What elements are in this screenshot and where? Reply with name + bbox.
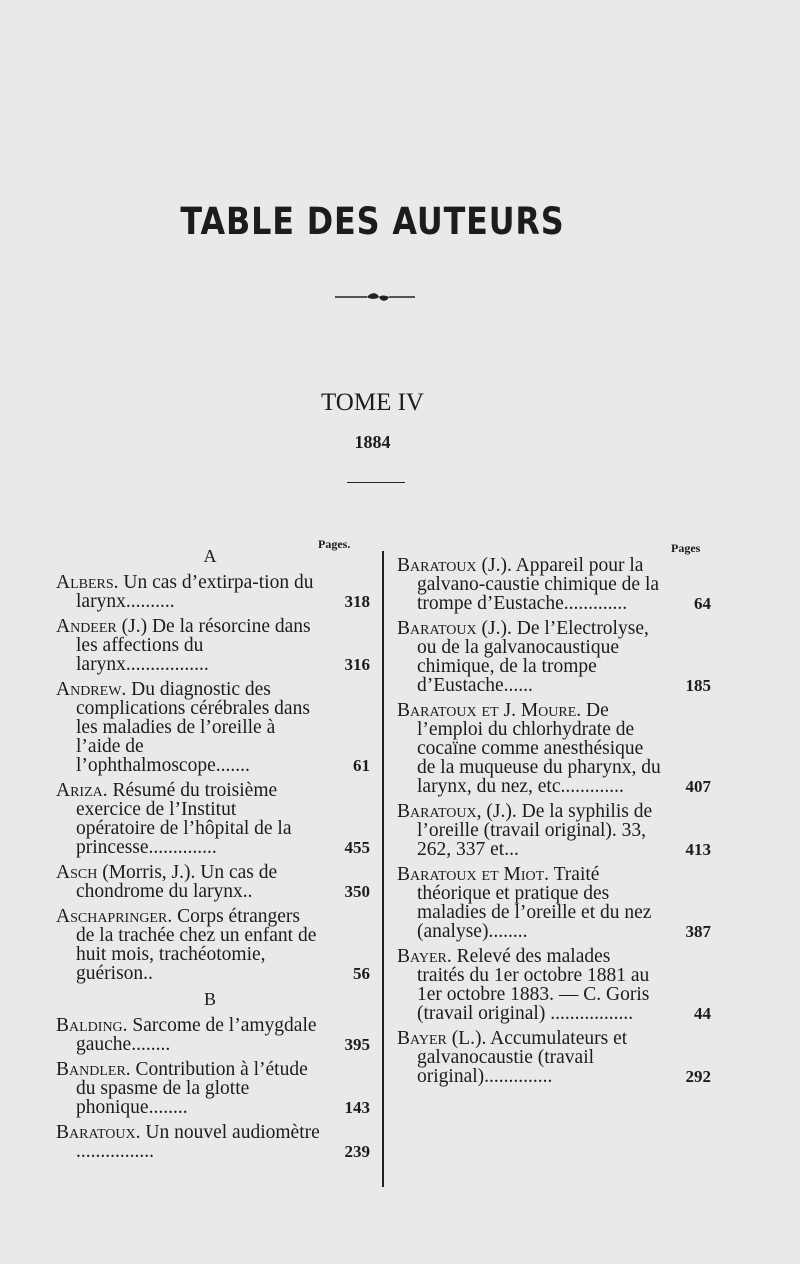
index-entry: [56, 1123, 372, 1161]
entry-text: Un nouvel audiomètre ................: [76, 1122, 320, 1162]
entry-page: 318: [344, 592, 370, 611]
entry-author: Bayer.: [397, 946, 452, 967]
index-entry: [56, 573, 372, 611]
pages-header-left: Pages.: [318, 537, 351, 551]
entry-text: De l’emploi du chlorhydrate de cocaïne comme anesthésique de la muqueuse du pharynx, du larynx, du nez, etc.............: [417, 700, 661, 797]
right-column: [397, 556, 713, 1092]
index-entry: [56, 617, 372, 674]
index-entry: [397, 947, 713, 1023]
entry-text: Sarcome de l’amygdale gauche........: [76, 1015, 317, 1055]
entry-text: Relevé des malades traités du 1er octobre 1881 au 1er octobre 1883. — C. Goris (travail original) .................: [417, 946, 650, 1024]
index-entry: [397, 802, 713, 859]
entry-author: Ariza.: [56, 780, 108, 801]
left-column: [56, 546, 372, 1167]
entry-text: Traité théorique et pratique des maladies de l’oreille et du nez (analyse)........: [417, 864, 652, 942]
section-letter-a: A: [203, 546, 217, 566]
entry-author: Baratoux et Miot.: [397, 864, 550, 885]
entry-page: 239: [344, 1142, 370, 1161]
entry-author: Albers.: [56, 572, 119, 593]
index-entry: [397, 701, 713, 796]
entry-text: (J.) De la résorcine dans les affections du larynx.................: [76, 616, 311, 675]
entry-page: 61: [353, 756, 370, 775]
entry-author: Bandler.: [56, 1059, 131, 1080]
index-entry: [397, 619, 713, 695]
index-entry: [56, 863, 372, 901]
column-divider: [382, 551, 384, 1187]
entry-page: 56: [353, 964, 370, 983]
entry-page: 316: [344, 655, 370, 674]
entry-text: Corps étrangers de la trachée chez un enfant de huit mois, trachéotomie, guérison..: [76, 906, 317, 984]
entry-author: Baratoux: [397, 555, 477, 576]
index-entry: [56, 907, 372, 983]
entry-page: 395: [344, 1035, 370, 1054]
entry-page: 350: [344, 882, 370, 901]
entry-text: (J.). Appareil pour la galvano-caustie chimique de la trompe d’Eustache.............: [417, 555, 660, 614]
heading-rule: [347, 482, 405, 483]
entry-text: Du diagnostic des complications cérébrales dans les maladies de l’oreille à l’aide de l’ophthalmoscope.......: [76, 679, 310, 776]
index-entry: [397, 556, 713, 613]
entry-author: Baratoux et J. Moure.: [397, 700, 582, 721]
ornament-divider: [335, 291, 415, 303]
tome-heading: TOME IV: [320, 389, 424, 416]
entry-text: Contribution à l’étude du spasme de la glotte phonique........: [76, 1059, 308, 1118]
index-entry: [56, 1060, 372, 1117]
index-entry: [397, 1029, 713, 1086]
entry-page: 387: [685, 922, 711, 941]
entry-page: 413: [685, 840, 711, 859]
year-heading: 1884: [354, 432, 391, 452]
page-title: TABLE DES AUTEURS: [180, 200, 565, 243]
entry-author: Baratoux,: [397, 801, 482, 822]
index-entry: [397, 865, 713, 941]
entry-page: 143: [344, 1098, 370, 1117]
entry-page: 455: [344, 838, 370, 857]
section-letter-b: B: [203, 989, 216, 1009]
pages-header-right: Pages: [671, 541, 701, 555]
entry-author: Andeer: [56, 616, 117, 637]
entry-author: Baratoux.: [56, 1122, 141, 1143]
entry-author: Andrew.: [56, 679, 127, 700]
entry-author: Aschapringer.: [56, 906, 173, 927]
entry-author: Baratoux: [397, 618, 477, 639]
index-entry: [56, 781, 372, 857]
entry-page: 64: [694, 594, 711, 613]
entry-page: 44: [694, 1004, 711, 1023]
index-entry: [56, 680, 372, 775]
entry-text: (J.). De la syphilis de l’oreille (travail original). 33, 262, 337 et...: [417, 801, 653, 860]
entry-text: Résumé du troisième exercice de l’Institut opératoire de l’hôpital de la princesse..............: [76, 780, 292, 858]
entry-author: Bayer: [397, 1028, 447, 1049]
entry-author: Asch: [56, 862, 98, 883]
entry-page: 292: [685, 1067, 711, 1086]
entry-text: Un cas d’extirpa-tion du larynx..........: [76, 572, 314, 612]
entry-page: 407: [685, 777, 711, 796]
entry-text: (L.). Accumulateurs et galvanocaustie (travail original)..............: [417, 1028, 628, 1087]
index-entry: [56, 1016, 372, 1054]
entry-page: 185: [685, 676, 711, 695]
entry-author: Balding.: [56, 1015, 128, 1036]
entry-text: (Morris, J.). Un cas de chondrome du larynx..: [76, 862, 278, 902]
entry-text: (J.). De l’Electrolyse, ou de la galvanocaustique chimique, de la trompe d’Eustache......: [417, 618, 649, 696]
